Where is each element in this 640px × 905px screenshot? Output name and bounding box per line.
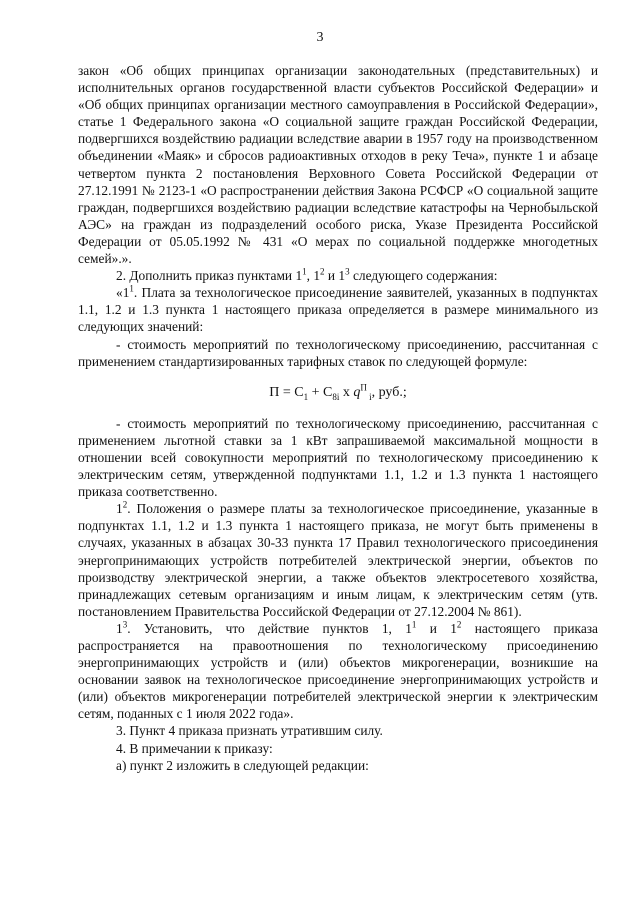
paragraph-item-1-2: [78, 500, 598, 620]
paragraph-preferential-rate: - стоимость мероприятий по технологическому присоединению, рассчитанная с применением льготной ставки за 1 кВт запрашиваемой максимальной мощности в отношении всей совокупности мероприятий по технологическому присоединению к электрическим сетям, утвержденной подпунктами 1.1, 1.2 и 1.3 пункта 1 настоящего приказа соответственно.: [78, 415, 598, 500]
page-number: 3: [316, 30, 324, 45]
superscript: 2: [456, 619, 462, 630]
text: следующего содержания:: [349, 268, 498, 284]
text: . Установить, что действие пунктов 1, 1: [127, 620, 412, 636]
formula-part: П = С: [269, 384, 304, 400]
superscript: 1: [411, 619, 417, 630]
text: и 1: [416, 620, 457, 636]
text: . Плата за технологическое присоединение заявителей, указанных в подпунктах 1.1, 1.2 и 1.3 пункта 1 настоящего приказа определяется в размере минимального из следующих значений:: [78, 285, 598, 335]
formula-part: х: [339, 384, 354, 400]
formula-variable: q: [353, 384, 361, 400]
superscript: 3: [122, 619, 128, 630]
text: «1: [116, 285, 130, 301]
formula: [78, 384, 598, 401]
text: 1: [116, 501, 123, 517]
text: настоящего приказа распространяется на правоотношения по технологическому присоединению энергопринимающих устройств и (или) объектов микрогенерации, возникшие на основании заявок на технологическое присоединение энергопринимающих устройств и (или) объектов микрогенерации потребителей электрической энергии к электрическим сетям, поданных с 1 июля 2022 года».: [78, 620, 598, 722]
text: и 1: [324, 268, 346, 284]
text: , 1: [306, 268, 321, 284]
text: 1: [116, 620, 123, 636]
paragraph-item-2: [78, 267, 598, 284]
paragraph-item-3: 3. Пункт 4 приказа признать утратившим силу.: [116, 723, 383, 739]
superscript: 1: [129, 283, 134, 294]
formula-subscript: 8i: [332, 391, 340, 402]
paragraph-item-4a: а) пункт 2 изложить в следующей редакции:: [116, 757, 369, 773]
text: . Положения о размере платы за технологическое присоединение, указанные в подпунктах 1.1, 1.2 и 1.3 пункта 1 настоящего приказа, не могут быть применены в случаях, указанных в абзацах 30-33 пункта 17 Правил технологического присоединения энергопринимающих устройств потребителей электрической энергии, объектов по производству электрической энергии, а также объектов электросетевого хозяйства, принадлежащих сетевым организациям и иным лицам, к электрическим сетям (утв. постановлением Правительства Российской Федерации от 27.12.2004 № 861).: [78, 501, 598, 619]
paragraph-item-1-1: [78, 284, 598, 335]
formula-superscript: П: [360, 382, 367, 393]
paragraph-laws-list: закон «Об общих принципах организации законодательных (представительных) и исполнительных органов государственной власти субъектов Российской Федерации» и «Об общих принципах организации местного самоуправления в Российской Федерации», статье 1 Федерального закона «О социальной защите граждан Российской Федерации, подвергшихся воздействию радиации вследствие аварии в 1957 году на производственном объединении «Маяк» и сбросов радиоактивных отходов в реку Теча», пункте 1 и абзаце четвертом пункта 2 постановления Верховного Совета Российской Федерации от 27.12.1991 № 2123-1 «О распространении действия Закона РСФСР «О социальной защите граждан, подвергшихся воздействию радиации вследствие катастрофы на Чернобыльской АЭС» на граждан из подразделений особого риска, Указе Президента Российской Федерации от 05.05.1992 № 431 «О мерах по социальной поддержке многодетных семей».».: [78, 63, 598, 267]
text: 2. Дополнить приказ пунктами 1: [116, 268, 303, 284]
document-body: [78, 62, 598, 774]
superscript: 1: [302, 266, 307, 277]
paragraph-item-4: 4. В примечании к приказу:: [116, 740, 273, 756]
superscript: 3: [345, 266, 350, 277]
formula-subscript: i: [366, 391, 372, 402]
formula-subscript: 1: [303, 391, 309, 402]
formula-part: + С: [308, 384, 333, 400]
superscript: 2: [122, 499, 128, 510]
formula-part: , руб.;: [371, 384, 407, 400]
paragraph-item-1-3: [78, 620, 598, 723]
paragraph-standard-rates: - стоимость мероприятий по технологическому присоединению, рассчитанная с применением стандартизированных тарифных ставок по следующей формуле:: [78, 336, 598, 369]
superscript: 2: [320, 266, 325, 277]
